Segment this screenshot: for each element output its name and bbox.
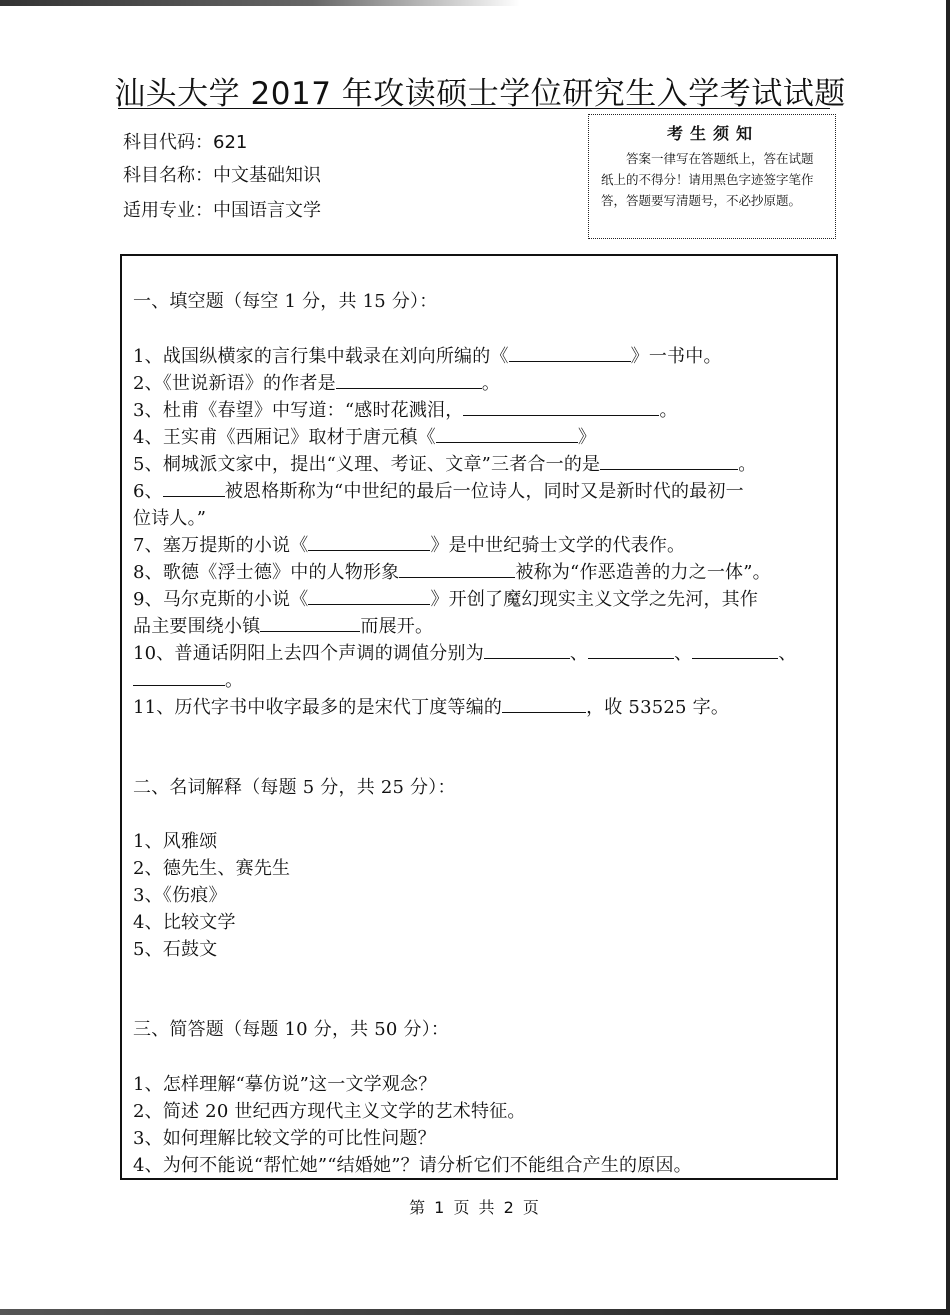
question-text: 。	[659, 400, 678, 421]
question-text: 8、歌德《浮士德》中的人物形象	[133, 562, 400, 583]
question-7	[133, 531, 685, 557]
answer-blank	[163, 479, 225, 497]
section-short-answer-heading: 三、简答题（每题 10 分，共 50 分）：	[133, 1019, 450, 1040]
term-item: 3、《伤痕》	[133, 885, 227, 906]
term-item: 4、比较文学	[133, 912, 236, 933]
question-text: 2、《世说新语》的作者是	[133, 373, 336, 394]
term-item: 5、石鼓文	[133, 939, 218, 960]
question-text: 1、战国纵横家的言行集中载录在刘向所编的《	[133, 346, 509, 367]
question-text: 而展开。	[360, 616, 434, 637]
term-item: 1、风雅颂	[133, 831, 218, 852]
applicable-major: 适用专业：中国语言文学	[123, 200, 321, 221]
scan-edge-top	[0, 0, 520, 6]
scan-edge-right	[946, 0, 950, 1315]
answer-blank	[260, 614, 360, 632]
question-text: 7、塞万提斯的小说《	[133, 535, 309, 556]
question-text: 。	[738, 454, 757, 475]
title-underline	[118, 108, 830, 109]
question-1	[133, 342, 722, 368]
question-text: 3、杜甫《春望》中写道：“感时花溅泪，	[133, 400, 464, 421]
question-text: 》开创了魔幻现实主义文学之先河，其作	[430, 589, 759, 610]
candidate-notice-box	[588, 114, 836, 239]
question-text: 品主要围绕小镇	[133, 616, 261, 637]
answer-blank	[308, 533, 430, 551]
question-text: 10、普通话阴阳上去四个声调的调值分别为	[133, 643, 484, 664]
answer-blank	[502, 695, 586, 713]
answer-blank	[600, 452, 738, 470]
short-answer-item: 1、怎样理解“摹仿说”这一文学观念？	[133, 1074, 437, 1095]
answer-blank	[436, 425, 578, 443]
subject-name: 科目名称：中文基础知识	[123, 165, 321, 186]
question-text: 4、王实甫《西厢记》取材于唐元稹《	[133, 427, 436, 448]
answer-blank	[308, 587, 430, 605]
question-text: 》是中世纪骑士文学的代表作。	[430, 535, 686, 556]
subject-code: 科目代码：621	[123, 132, 248, 153]
answer-blank	[463, 398, 659, 416]
question-text: 11、历代字书中收字最多的是宋代丁度等编的	[133, 697, 503, 718]
section-terms-heading: 二、名词解释（每题 5 分，共 25 分）：	[133, 777, 456, 798]
short-answer-item: 2、简述 20 世纪西方现代主义文学的艺术特征。	[133, 1101, 526, 1122]
question-9	[133, 585, 758, 611]
answer-blank	[692, 641, 778, 659]
separator: 、	[569, 643, 589, 664]
question-2	[133, 369, 500, 395]
question-5	[133, 450, 756, 476]
separator: 、	[674, 643, 693, 664]
term-item: 2、德先生、赛先生	[133, 858, 291, 879]
question-text: 6、	[133, 481, 163, 502]
scan-edge-bottom	[0, 1309, 950, 1315]
question-9-continued	[133, 612, 433, 638]
question-4	[133, 423, 596, 449]
answer-blank	[133, 668, 225, 686]
question-6	[133, 477, 744, 503]
answer-blank	[509, 344, 631, 362]
notice-title: 考生须知	[666, 124, 759, 143]
question-text: 被恩格斯称为“中世纪的最后一位诗人，同时又是新时代的最初一	[224, 481, 744, 502]
question-text: 》	[577, 427, 597, 448]
question-text: 5、桐城派文家中，提出“义理、考证、文章”三者合一的是	[133, 454, 601, 475]
question-text: 。	[481, 373, 501, 394]
question-11	[133, 693, 729, 719]
question-text: ，收 53525 字。	[586, 697, 730, 718]
question-text: 。	[225, 670, 244, 691]
question-8	[133, 558, 771, 584]
exam-title: 汕头大学 2017 年攻读硕士学位研究生入学考试试题	[114, 76, 846, 112]
question-10-continued	[133, 666, 243, 692]
section-fill-in-heading: 一、填空题（每空 1 分，共 15 分）：	[133, 291, 438, 312]
question-text: 被称为“作恶造善的力之一体”。	[515, 562, 771, 583]
question-3	[133, 396, 678, 422]
short-answer-item: 3、如何理解比较文学的可比性问题？	[133, 1128, 436, 1149]
answer-blank	[588, 641, 674, 659]
answer-blank	[399, 560, 515, 578]
short-answer-item: 4、为何不能说“帮忙她”“结婚她”？请分析它们不能组合产生的原因。	[133, 1155, 692, 1176]
question-6-continued: 位诗人。”	[133, 508, 207, 529]
separator: 、	[778, 643, 797, 664]
page-number: 第 1 页 共 2 页	[409, 1198, 541, 1217]
question-text: 9、马尔克斯的小说《	[133, 589, 309, 610]
notice-body: 答案一律写在答题纸上，答在试题纸上的不得分！请用黑色字迹签字笔作答，答题要写清题号，不必抄原题。	[601, 151, 814, 208]
answer-blank	[336, 371, 482, 389]
answer-blank	[484, 641, 570, 659]
question-text: 》一书中。	[630, 346, 722, 367]
question-10	[133, 639, 797, 665]
